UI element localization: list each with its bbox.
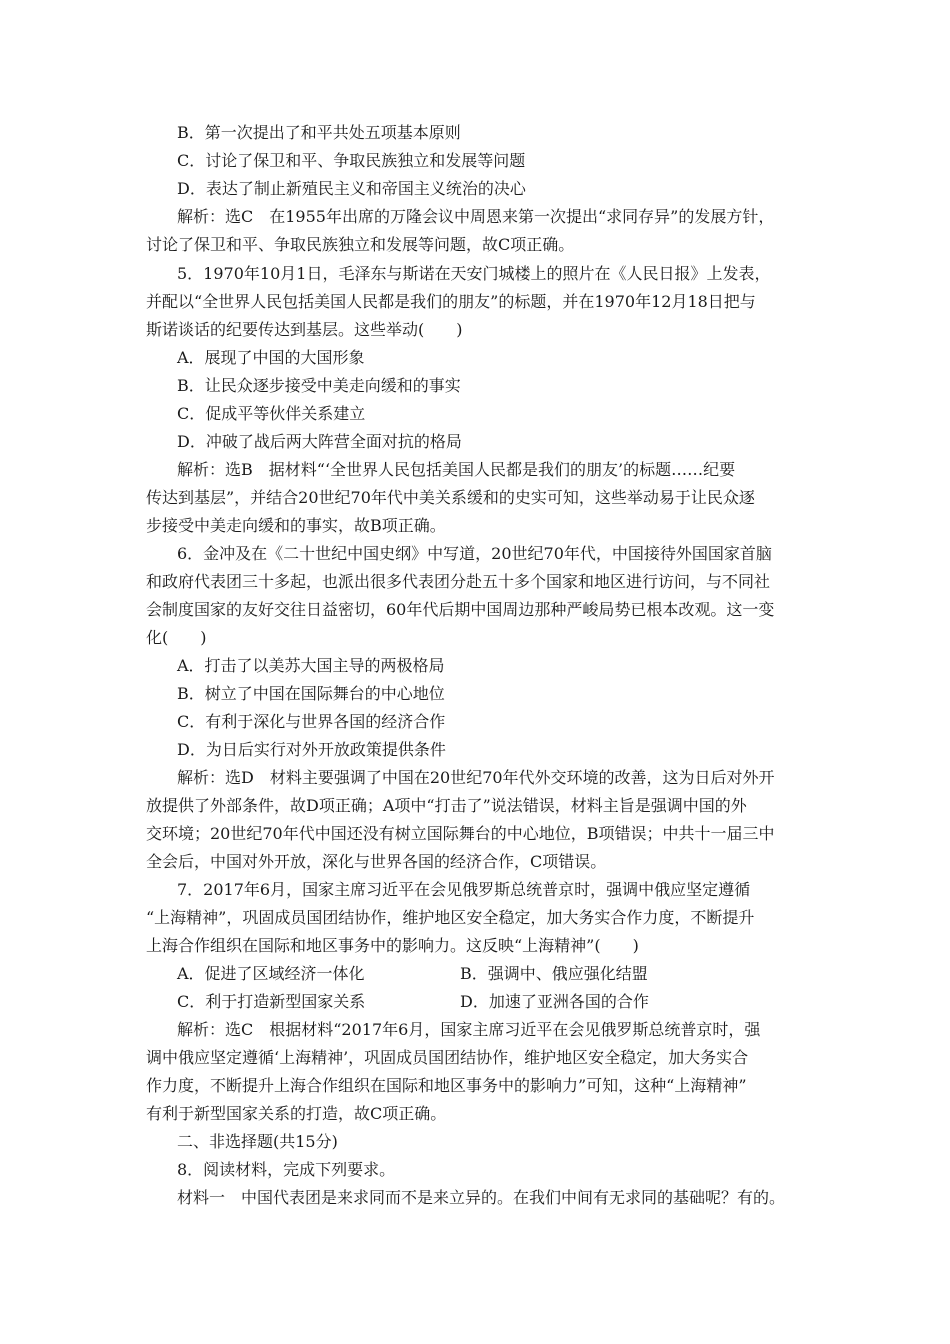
q6-stem-line-2: 和政府代表团三十多起，也派出很多代表团分赴五十多个国家和地区进行访问，与不同社	[146, 572, 771, 591]
q5-analysis-line-1: 解析：选B 据材料“‘全世界人民包括美国人民都是我们的朋友’的标题……纪要	[177, 460, 736, 479]
q5-option-d: D．冲破了战后两大阵营全面对抗的格局	[177, 432, 462, 451]
q6-option-c: C．有利于深化与世界各国的经济合作	[177, 712, 446, 731]
q5-analysis-line-3: 步接受中美走向缓和的事实，故B项正确。	[146, 516, 446, 535]
q5-stem-line-2: 并配以“全世界人民包括美国人民都是我们的朋友”的标题，并在1970年12月18日把与	[146, 292, 756, 311]
q7-stem-line-3: 上海合作组织在国际和地区事务中的影响力。这反映“上海精神”( )	[146, 936, 639, 955]
q6-analysis-line-2: 放提供了外部条件，故D项正确；A项中“打击了”说法错误，材料主旨是强调中国的外	[146, 796, 747, 815]
q7-analysis-line-1: 解析：选C 根据材料“2017年6月，国家主席习近平在会见俄罗斯总统普京时，强	[177, 1020, 761, 1039]
q5-option-c: C．促成平等伙伴关系建立	[177, 404, 366, 423]
q7-option-c: C．利于打造新型国家关系	[177, 992, 366, 1011]
q6-stem-line-4: 化( )	[146, 628, 207, 647]
q6-analysis-line-4: 全会后，中国对外开放，深化与世界各国的经济合作，C项错误。	[146, 852, 607, 871]
q7-option-b: B．强调中、俄应强化结盟	[460, 964, 648, 983]
q7-analysis-line-2: 调中俄应坚定遵循‘上海精神’，巩固成员国团结协作，维护地区安全稳定，加大务实合	[146, 1048, 749, 1067]
q6-stem-line-3: 会制度国家的友好交往日益密切，60年代后期中国周边那种严峻局势已根本改观。这一变	[146, 600, 775, 619]
q6-analysis-line-3: 交环境；20世纪70年代中国还没有树立国际舞台的中心地位，B项错误；中共十一届三中	[146, 824, 775, 843]
q8-material-1: 材料一 中国代表团是来求同而不是来立异的。在我们中间有无求同的基础呢？有的。	[177, 1188, 786, 1207]
q6-option-a: A．打击了以美苏大国主导的两极格局	[177, 656, 445, 675]
q5-option-b: B．让民众逐步接受中美走向缓和的事实	[177, 376, 461, 395]
q7-option-d: D．加速了亚洲各国的合作	[460, 992, 649, 1011]
q6-stem-line-1: 6．金冲及在《二十世纪中国史纲》中写道，20世纪70年代，中国接待外国国家首脑	[177, 544, 772, 563]
section-heading: 二、非选择题(共15分)	[177, 1132, 338, 1151]
q7-option-a: A．促进了区域经济一体化	[177, 964, 365, 983]
q4-option-b: B．第一次提出了和平共处五项基本原则	[177, 123, 461, 142]
q6-option-d: D．为日后实行对外开放政策提供条件	[177, 740, 446, 759]
q4-analysis-line-2: 讨论了保卫和平、争取民族独立和发展等问题，故C项正确。	[146, 235, 575, 254]
q4-option-d: D．表达了制止新殖民主义和帝国主义统治的决心	[177, 179, 526, 198]
q4-analysis-line-1: 解析：选C 在1955年出席的万隆会议中周恩来第一次提出“求同存异”的发展方针，	[177, 207, 775, 226]
q7-analysis-line-3: 作力度，不断提升上海合作组织在国际和地区事务中的影响力”可知，这种“上海精神”	[146, 1076, 747, 1095]
q6-option-b: B．树立了中国在国际舞台的中心地位	[177, 684, 445, 703]
q6-analysis-line-1: 解析：选D 材料主要强调了中国在20世纪70年代外交环境的改善，这为日后对外开	[177, 768, 775, 787]
q8-stem: 8．阅读材料，完成下列要求。	[177, 1160, 396, 1179]
q5-stem-line-3: 斯诺谈话的纪要传达到基层。这些举动( )	[146, 320, 463, 339]
q7-analysis-line-4: 有利于新型国家关系的打造，故C项正确。	[146, 1104, 447, 1123]
q5-option-a: A．展现了中国的大国形象	[177, 348, 365, 367]
q4-option-c: C．讨论了保卫和平、争取民族独立和发展等问题	[177, 151, 526, 170]
q7-stem-line-1: 7．2017年6月，国家主席习近平在会见俄罗斯总统普京时，强调中俄应坚定遵循	[177, 880, 751, 899]
q5-analysis-line-2: 传达到基层”，并结合20世纪70年代中美关系缓和的史实可知，这些举动易于让民众逐	[146, 488, 755, 507]
q7-stem-line-2: “上海精神”，巩固成员国团结协作，维护地区安全稳定，加大务实合作力度，不断提升	[146, 908, 755, 927]
q5-stem-line-1: 5．1970年10月1日，毛泽东与斯诺在天安门城楼上的照片在《人民日报》上发表，	[177, 264, 771, 283]
